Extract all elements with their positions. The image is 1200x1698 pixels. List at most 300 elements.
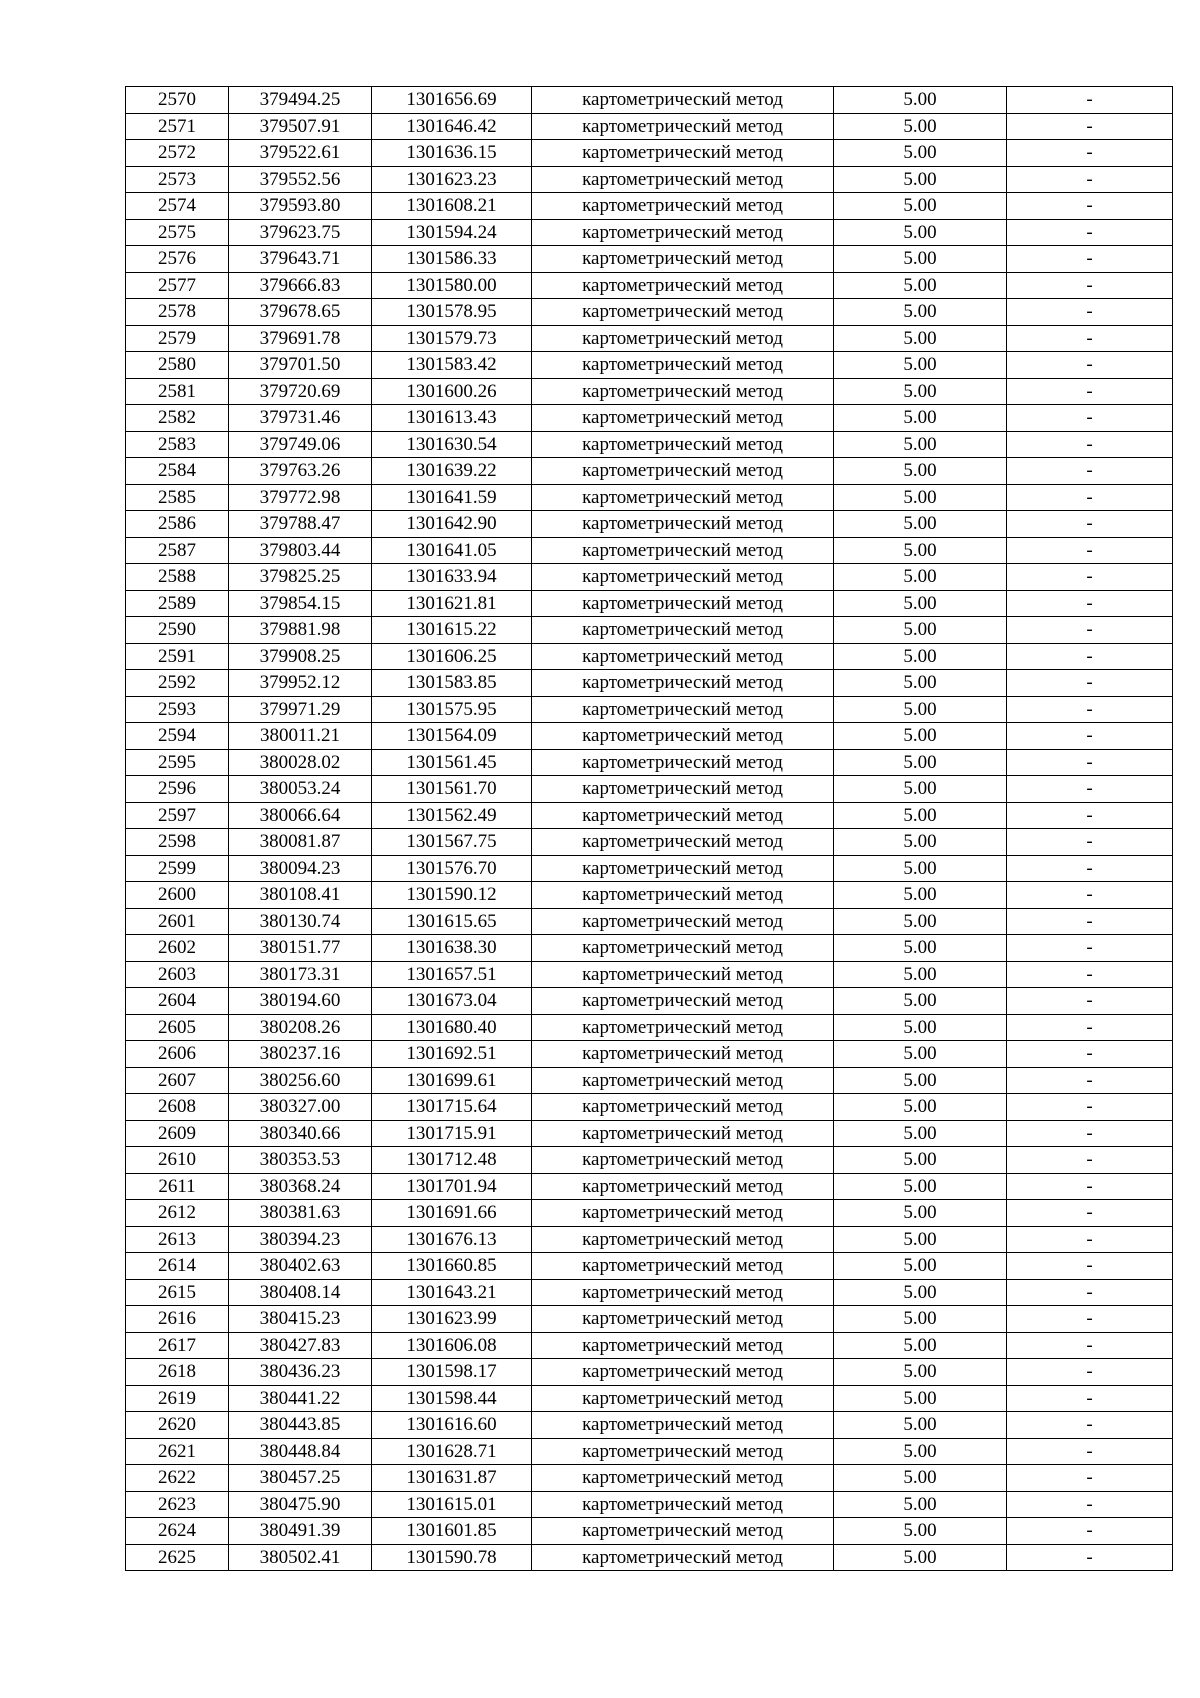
method-cell: картометрический метод (532, 961, 834, 988)
x-coordinate-cell: 380448.84 (229, 1438, 372, 1465)
x-coordinate-cell: 379507.91 (229, 113, 372, 140)
y-coordinate-cell: 1301641.59 (372, 484, 532, 511)
description-cell: - (1007, 219, 1173, 246)
point-number-cell: 2574 (126, 193, 229, 220)
description-cell: - (1007, 140, 1173, 167)
y-coordinate-cell: 1301676.13 (372, 1226, 532, 1253)
y-coordinate-cell: 1301628.71 (372, 1438, 532, 1465)
description-cell: - (1007, 511, 1173, 538)
accuracy-cell: 5.00 (834, 272, 1007, 299)
point-number-cell: 2623 (126, 1491, 229, 1518)
accuracy-cell: 5.00 (834, 1041, 1007, 1068)
y-coordinate-cell: 1301692.51 (372, 1041, 532, 1068)
table-row (126, 1120, 1173, 1147)
accuracy-cell: 5.00 (834, 1306, 1007, 1333)
y-coordinate-cell: 1301579.73 (372, 325, 532, 352)
description-cell: - (1007, 882, 1173, 909)
y-coordinate-cell: 1301633.94 (372, 564, 532, 591)
point-number-cell: 2611 (126, 1173, 229, 1200)
y-coordinate-cell: 1301598.17 (372, 1359, 532, 1386)
table-row (126, 643, 1173, 670)
x-coordinate-cell: 379881.98 (229, 617, 372, 644)
table-row (126, 935, 1173, 962)
accuracy-cell: 5.00 (834, 1544, 1007, 1571)
x-coordinate-cell: 379623.75 (229, 219, 372, 246)
x-coordinate-cell: 380415.23 (229, 1306, 372, 1333)
y-coordinate-cell: 1301630.54 (372, 431, 532, 458)
description-cell: - (1007, 855, 1173, 882)
table-row (126, 352, 1173, 379)
x-coordinate-cell: 379971.29 (229, 696, 372, 723)
description-cell: - (1007, 431, 1173, 458)
x-coordinate-cell: 380327.00 (229, 1094, 372, 1121)
x-coordinate-cell: 380194.60 (229, 988, 372, 1015)
y-coordinate-cell: 1301715.91 (372, 1120, 532, 1147)
y-coordinate-cell: 1301576.70 (372, 855, 532, 882)
description-cell: - (1007, 299, 1173, 326)
point-number-cell: 2597 (126, 802, 229, 829)
x-coordinate-cell: 379731.46 (229, 405, 372, 432)
description-cell: - (1007, 1014, 1173, 1041)
table-row (126, 749, 1173, 776)
table-row (126, 140, 1173, 167)
method-cell: картометрический метод (532, 776, 834, 803)
point-number-cell: 2619 (126, 1385, 229, 1412)
accuracy-cell: 5.00 (834, 802, 1007, 829)
x-coordinate-cell: 379908.25 (229, 643, 372, 670)
y-coordinate-cell: 1301673.04 (372, 988, 532, 1015)
point-number-cell: 2609 (126, 1120, 229, 1147)
accuracy-cell: 5.00 (834, 113, 1007, 140)
table-row (126, 1200, 1173, 1227)
y-coordinate-cell: 1301601.85 (372, 1518, 532, 1545)
description-cell: - (1007, 1359, 1173, 1386)
table-row (126, 87, 1173, 114)
accuracy-cell: 5.00 (834, 219, 1007, 246)
y-coordinate-cell: 1301615.01 (372, 1491, 532, 1518)
accuracy-cell: 5.00 (834, 935, 1007, 962)
point-number-cell: 2622 (126, 1465, 229, 1492)
description-cell: - (1007, 723, 1173, 750)
table-row (126, 1041, 1173, 1068)
y-coordinate-cell: 1301578.95 (372, 299, 532, 326)
x-coordinate-cell: 379788.47 (229, 511, 372, 538)
method-cell: картометрический метод (532, 1279, 834, 1306)
method-cell: картометрический метод (532, 1200, 834, 1227)
point-number-cell: 2616 (126, 1306, 229, 1333)
table-row (126, 166, 1173, 193)
point-number-cell: 2586 (126, 511, 229, 538)
x-coordinate-cell: 380237.16 (229, 1041, 372, 1068)
description-cell: - (1007, 246, 1173, 273)
x-coordinate-cell: 380502.41 (229, 1544, 372, 1571)
method-cell: картометрический метод (532, 511, 834, 538)
point-number-cell: 2587 (126, 537, 229, 564)
y-coordinate-cell: 1301616.60 (372, 1412, 532, 1439)
table-row (126, 405, 1173, 432)
accuracy-cell: 5.00 (834, 1438, 1007, 1465)
description-cell: - (1007, 1041, 1173, 1068)
accuracy-cell: 5.00 (834, 1200, 1007, 1227)
x-coordinate-cell: 379825.25 (229, 564, 372, 591)
accuracy-cell: 5.00 (834, 961, 1007, 988)
description-cell: - (1007, 1438, 1173, 1465)
table-row (126, 325, 1173, 352)
method-cell: картометрический метод (532, 1226, 834, 1253)
point-number-cell: 2589 (126, 590, 229, 617)
y-coordinate-cell: 1301615.65 (372, 908, 532, 935)
point-number-cell: 2580 (126, 352, 229, 379)
method-cell: картометрический метод (532, 325, 834, 352)
description-cell: - (1007, 1385, 1173, 1412)
method-cell: картометрический метод (532, 1359, 834, 1386)
accuracy-cell: 5.00 (834, 749, 1007, 776)
method-cell: картометрический метод (532, 484, 834, 511)
accuracy-cell: 5.00 (834, 1120, 1007, 1147)
description-cell: - (1007, 749, 1173, 776)
method-cell: картометрический метод (532, 1094, 834, 1121)
method-cell: картометрический метод (532, 272, 834, 299)
point-number-cell: 2599 (126, 855, 229, 882)
accuracy-cell: 5.00 (834, 537, 1007, 564)
point-number-cell: 2588 (126, 564, 229, 591)
method-cell: картометрический метод (532, 1173, 834, 1200)
accuracy-cell: 5.00 (834, 1147, 1007, 1174)
x-coordinate-cell: 379643.71 (229, 246, 372, 273)
description-cell: - (1007, 1544, 1173, 1571)
accuracy-cell: 5.00 (834, 378, 1007, 405)
table-row (126, 1173, 1173, 1200)
x-coordinate-cell: 380011.21 (229, 723, 372, 750)
point-number-cell: 2583 (126, 431, 229, 458)
x-coordinate-cell: 380457.25 (229, 1465, 372, 1492)
accuracy-cell: 5.00 (834, 1067, 1007, 1094)
description-cell: - (1007, 325, 1173, 352)
description-cell: - (1007, 776, 1173, 803)
y-coordinate-cell: 1301615.22 (372, 617, 532, 644)
y-coordinate-cell: 1301561.70 (372, 776, 532, 803)
accuracy-cell: 5.00 (834, 1094, 1007, 1121)
description-cell: - (1007, 1200, 1173, 1227)
point-number-cell: 2590 (126, 617, 229, 644)
y-coordinate-cell: 1301715.64 (372, 1094, 532, 1121)
point-number-cell: 2610 (126, 1147, 229, 1174)
accuracy-cell: 5.00 (834, 564, 1007, 591)
accuracy-cell: 5.00 (834, 352, 1007, 379)
x-coordinate-cell: 380130.74 (229, 908, 372, 935)
accuracy-cell: 5.00 (834, 511, 1007, 538)
description-cell: - (1007, 643, 1173, 670)
method-cell: картометрический метод (532, 1385, 834, 1412)
method-cell: картометрический метод (532, 988, 834, 1015)
point-number-cell: 2602 (126, 935, 229, 962)
y-coordinate-cell: 1301562.49 (372, 802, 532, 829)
method-cell: картометрический метод (532, 696, 834, 723)
accuracy-cell: 5.00 (834, 166, 1007, 193)
table-row (126, 1147, 1173, 1174)
method-cell: картометрический метод (532, 219, 834, 246)
accuracy-cell: 5.00 (834, 1385, 1007, 1412)
point-number-cell: 2593 (126, 696, 229, 723)
method-cell: картометрический метод (532, 1120, 834, 1147)
point-number-cell: 2612 (126, 1200, 229, 1227)
accuracy-cell: 5.00 (834, 484, 1007, 511)
description-cell: - (1007, 193, 1173, 220)
table-row (126, 908, 1173, 935)
description-cell: - (1007, 87, 1173, 114)
point-number-cell: 2575 (126, 219, 229, 246)
x-coordinate-cell: 380256.60 (229, 1067, 372, 1094)
x-coordinate-cell: 380368.24 (229, 1173, 372, 1200)
x-coordinate-cell: 380353.53 (229, 1147, 372, 1174)
x-coordinate-cell: 380441.22 (229, 1385, 372, 1412)
accuracy-cell: 5.00 (834, 723, 1007, 750)
accuracy-cell: 5.00 (834, 590, 1007, 617)
accuracy-cell: 5.00 (834, 908, 1007, 935)
method-cell: картометрический метод (532, 1465, 834, 1492)
table-row (126, 723, 1173, 750)
method-cell: картометрический метод (532, 1041, 834, 1068)
method-cell: картометрический метод (532, 802, 834, 829)
description-cell: - (1007, 113, 1173, 140)
y-coordinate-cell: 1301575.95 (372, 696, 532, 723)
table-row (126, 882, 1173, 909)
table-row (126, 537, 1173, 564)
accuracy-cell: 5.00 (834, 1279, 1007, 1306)
method-cell: картометрический метод (532, 1067, 834, 1094)
table-row (126, 431, 1173, 458)
description-cell: - (1007, 1067, 1173, 1094)
y-coordinate-cell: 1301567.75 (372, 829, 532, 856)
table-row (126, 988, 1173, 1015)
x-coordinate-cell: 380340.66 (229, 1120, 372, 1147)
y-coordinate-cell: 1301623.23 (372, 166, 532, 193)
table-row (126, 590, 1173, 617)
description-cell: - (1007, 988, 1173, 1015)
y-coordinate-cell: 1301699.61 (372, 1067, 532, 1094)
y-coordinate-cell: 1301691.66 (372, 1200, 532, 1227)
y-coordinate-cell: 1301660.85 (372, 1253, 532, 1280)
y-coordinate-cell: 1301641.05 (372, 537, 532, 564)
table-row (126, 1438, 1173, 1465)
description-cell: - (1007, 1412, 1173, 1439)
description-cell: - (1007, 1173, 1173, 1200)
x-coordinate-cell: 380108.41 (229, 882, 372, 909)
point-number-cell: 2595 (126, 749, 229, 776)
x-coordinate-cell: 379749.06 (229, 431, 372, 458)
description-cell: - (1007, 1253, 1173, 1280)
point-number-cell: 2579 (126, 325, 229, 352)
x-coordinate-cell: 380208.26 (229, 1014, 372, 1041)
x-coordinate-cell: 380081.87 (229, 829, 372, 856)
table-row (126, 855, 1173, 882)
accuracy-cell: 5.00 (834, 643, 1007, 670)
y-coordinate-cell: 1301646.42 (372, 113, 532, 140)
method-cell: картометрический метод (532, 1412, 834, 1439)
accuracy-cell: 5.00 (834, 458, 1007, 485)
y-coordinate-cell: 1301712.48 (372, 1147, 532, 1174)
method-cell: картометрический метод (532, 617, 834, 644)
y-coordinate-cell: 1301638.30 (372, 935, 532, 962)
table-row (126, 484, 1173, 511)
coordinates-table (125, 86, 1173, 1571)
accuracy-cell: 5.00 (834, 193, 1007, 220)
x-coordinate-cell: 379552.56 (229, 166, 372, 193)
method-cell: картометрический метод (532, 246, 834, 273)
point-number-cell: 2604 (126, 988, 229, 1015)
description-cell: - (1007, 1306, 1173, 1333)
description-cell: - (1007, 537, 1173, 564)
x-coordinate-cell: 379854.15 (229, 590, 372, 617)
y-coordinate-cell: 1301590.12 (372, 882, 532, 909)
method-cell: картометрический метод (532, 458, 834, 485)
method-cell: картометрический метод (532, 405, 834, 432)
x-coordinate-cell: 380408.14 (229, 1279, 372, 1306)
description-cell: - (1007, 829, 1173, 856)
x-coordinate-cell: 379803.44 (229, 537, 372, 564)
y-coordinate-cell: 1301608.21 (372, 193, 532, 220)
description-cell: - (1007, 670, 1173, 697)
method-cell: картометрический метод (532, 1332, 834, 1359)
accuracy-cell: 5.00 (834, 246, 1007, 273)
x-coordinate-cell: 379593.80 (229, 193, 372, 220)
table-row (126, 1279, 1173, 1306)
accuracy-cell: 5.00 (834, 1014, 1007, 1041)
point-number-cell: 2591 (126, 643, 229, 670)
point-number-cell: 2600 (126, 882, 229, 909)
table-row (126, 1465, 1173, 1492)
point-number-cell: 2581 (126, 378, 229, 405)
table-row (126, 113, 1173, 140)
description-cell: - (1007, 1147, 1173, 1174)
table-row (126, 1332, 1173, 1359)
method-cell: картометрический метод (532, 193, 834, 220)
description-cell: - (1007, 961, 1173, 988)
point-number-cell: 2571 (126, 113, 229, 140)
method-cell: картометрический метод (532, 1306, 834, 1333)
y-coordinate-cell: 1301561.45 (372, 749, 532, 776)
method-cell: картометрический метод (532, 1518, 834, 1545)
y-coordinate-cell: 1301594.24 (372, 219, 532, 246)
table-row (126, 272, 1173, 299)
description-cell: - (1007, 458, 1173, 485)
table-row (126, 1306, 1173, 1333)
method-cell: картометрический метод (532, 935, 834, 962)
table-row (126, 1226, 1173, 1253)
method-cell: картометрический метод (532, 113, 834, 140)
point-number-cell: 2621 (126, 1438, 229, 1465)
x-coordinate-cell: 379666.83 (229, 272, 372, 299)
accuracy-cell: 5.00 (834, 1173, 1007, 1200)
method-cell: картометрический метод (532, 87, 834, 114)
accuracy-cell: 5.00 (834, 696, 1007, 723)
point-number-cell: 2584 (126, 458, 229, 485)
table-row (126, 1014, 1173, 1041)
x-coordinate-cell: 380491.39 (229, 1518, 372, 1545)
x-coordinate-cell: 379772.98 (229, 484, 372, 511)
accuracy-cell: 5.00 (834, 882, 1007, 909)
x-coordinate-cell: 379701.50 (229, 352, 372, 379)
x-coordinate-cell: 379522.61 (229, 140, 372, 167)
y-coordinate-cell: 1301631.87 (372, 1465, 532, 1492)
y-coordinate-cell: 1301621.81 (372, 590, 532, 617)
accuracy-cell: 5.00 (834, 855, 1007, 882)
point-number-cell: 2594 (126, 723, 229, 750)
point-number-cell: 2585 (126, 484, 229, 511)
x-coordinate-cell: 380436.23 (229, 1359, 372, 1386)
method-cell: картометрический метод (532, 590, 834, 617)
description-cell: - (1007, 1491, 1173, 1518)
y-coordinate-cell: 1301580.00 (372, 272, 532, 299)
point-number-cell: 2608 (126, 1094, 229, 1121)
table-row (126, 1094, 1173, 1121)
x-coordinate-cell: 380173.31 (229, 961, 372, 988)
x-coordinate-cell: 380394.23 (229, 1226, 372, 1253)
y-coordinate-cell: 1301613.43 (372, 405, 532, 432)
x-coordinate-cell: 380053.24 (229, 776, 372, 803)
y-coordinate-cell: 1301606.08 (372, 1332, 532, 1359)
point-number-cell: 2573 (126, 166, 229, 193)
y-coordinate-cell: 1301606.25 (372, 643, 532, 670)
point-number-cell: 2596 (126, 776, 229, 803)
method-cell: картометрический метод (532, 643, 834, 670)
description-cell: - (1007, 405, 1173, 432)
description-cell: - (1007, 908, 1173, 935)
method-cell: картометрический метод (532, 749, 834, 776)
y-coordinate-cell: 1301564.09 (372, 723, 532, 750)
y-coordinate-cell: 1301586.33 (372, 246, 532, 273)
method-cell: картометрический метод (532, 140, 834, 167)
description-cell: - (1007, 802, 1173, 829)
table-row (126, 776, 1173, 803)
method-cell: картометрический метод (532, 1438, 834, 1465)
accuracy-cell: 5.00 (834, 1332, 1007, 1359)
table-row (126, 564, 1173, 591)
accuracy-cell: 5.00 (834, 1359, 1007, 1386)
y-coordinate-cell: 1301590.78 (372, 1544, 532, 1571)
table-row (126, 511, 1173, 538)
x-coordinate-cell: 380028.02 (229, 749, 372, 776)
point-number-cell: 2582 (126, 405, 229, 432)
accuracy-cell: 5.00 (834, 140, 1007, 167)
table-row (126, 1491, 1173, 1518)
point-number-cell: 2605 (126, 1014, 229, 1041)
accuracy-cell: 5.00 (834, 405, 1007, 432)
method-cell: картометрический метод (532, 378, 834, 405)
y-coordinate-cell: 1301656.69 (372, 87, 532, 114)
description-cell: - (1007, 1332, 1173, 1359)
table-row (126, 617, 1173, 644)
y-coordinate-cell: 1301680.40 (372, 1014, 532, 1041)
table-row (126, 1518, 1173, 1545)
table-row (126, 219, 1173, 246)
description-cell: - (1007, 935, 1173, 962)
table-row (126, 961, 1173, 988)
method-cell: картометрический метод (532, 723, 834, 750)
table-row (126, 1067, 1173, 1094)
accuracy-cell: 5.00 (834, 325, 1007, 352)
y-coordinate-cell: 1301636.15 (372, 140, 532, 167)
description-cell: - (1007, 1120, 1173, 1147)
x-coordinate-cell: 380402.63 (229, 1253, 372, 1280)
y-coordinate-cell: 1301639.22 (372, 458, 532, 485)
x-coordinate-cell: 379763.26 (229, 458, 372, 485)
y-coordinate-cell: 1301583.85 (372, 670, 532, 697)
table-row (126, 670, 1173, 697)
accuracy-cell: 5.00 (834, 670, 1007, 697)
x-coordinate-cell: 380066.64 (229, 802, 372, 829)
table-row (126, 458, 1173, 485)
